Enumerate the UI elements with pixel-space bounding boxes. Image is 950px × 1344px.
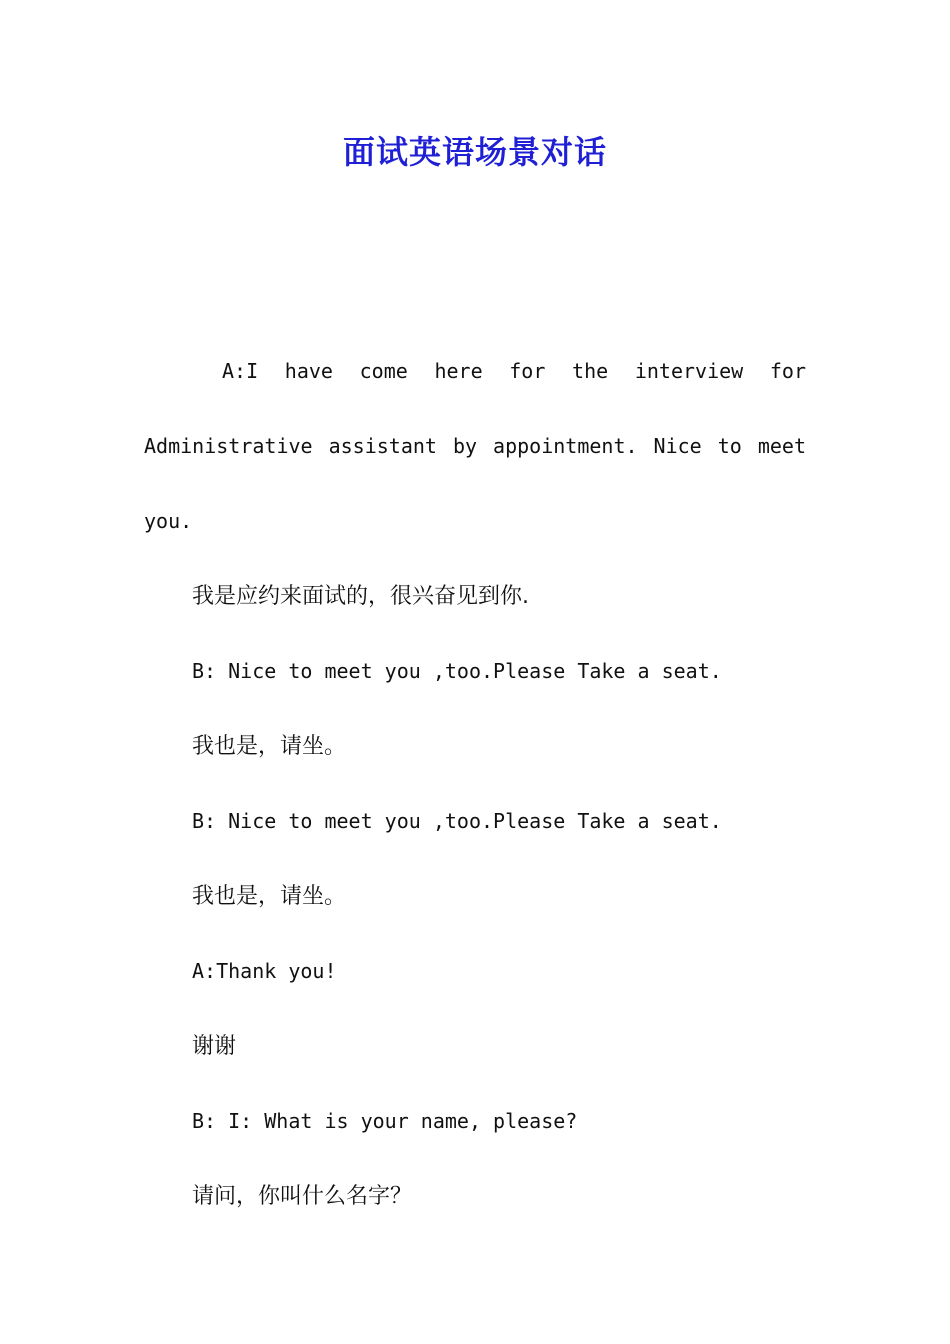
paragraph-b-name-question-translation: 请问，你叫什么名字？ bbox=[192, 1184, 413, 1209]
paragraph-a-intro: A:I have come here for the interview for Administrative assistant by appointment. Nice to meet you. bbox=[144, 359, 806, 533]
paragraph-a-thanks-translation: 谢谢 bbox=[192, 1034, 237, 1059]
paragraph-b-greeting-translation: 我也是，请坐。 bbox=[192, 734, 347, 759]
paragraph-a-thanks: A:Thank you! bbox=[192, 959, 337, 983]
document-title: 面试英语场景对话 bbox=[342, 133, 607, 171]
paragraph-b-greeting-repeat: B: Nice to meet you ,too.Please Take a seat. bbox=[192, 809, 722, 833]
paragraph-b-greeting-repeat-translation: 我也是，请坐。 bbox=[192, 884, 347, 909]
paragraph-b-greeting: B: Nice to meet you ,too.Please Take a seat. bbox=[192, 659, 722, 683]
paragraph-b-name-question: B: I: What is your name, please? bbox=[192, 1109, 578, 1133]
document-body bbox=[144, 334, 806, 1234]
paragraph-a-intro-translation: 我是应约来面试的，很兴奋见到你. bbox=[192, 584, 529, 609]
